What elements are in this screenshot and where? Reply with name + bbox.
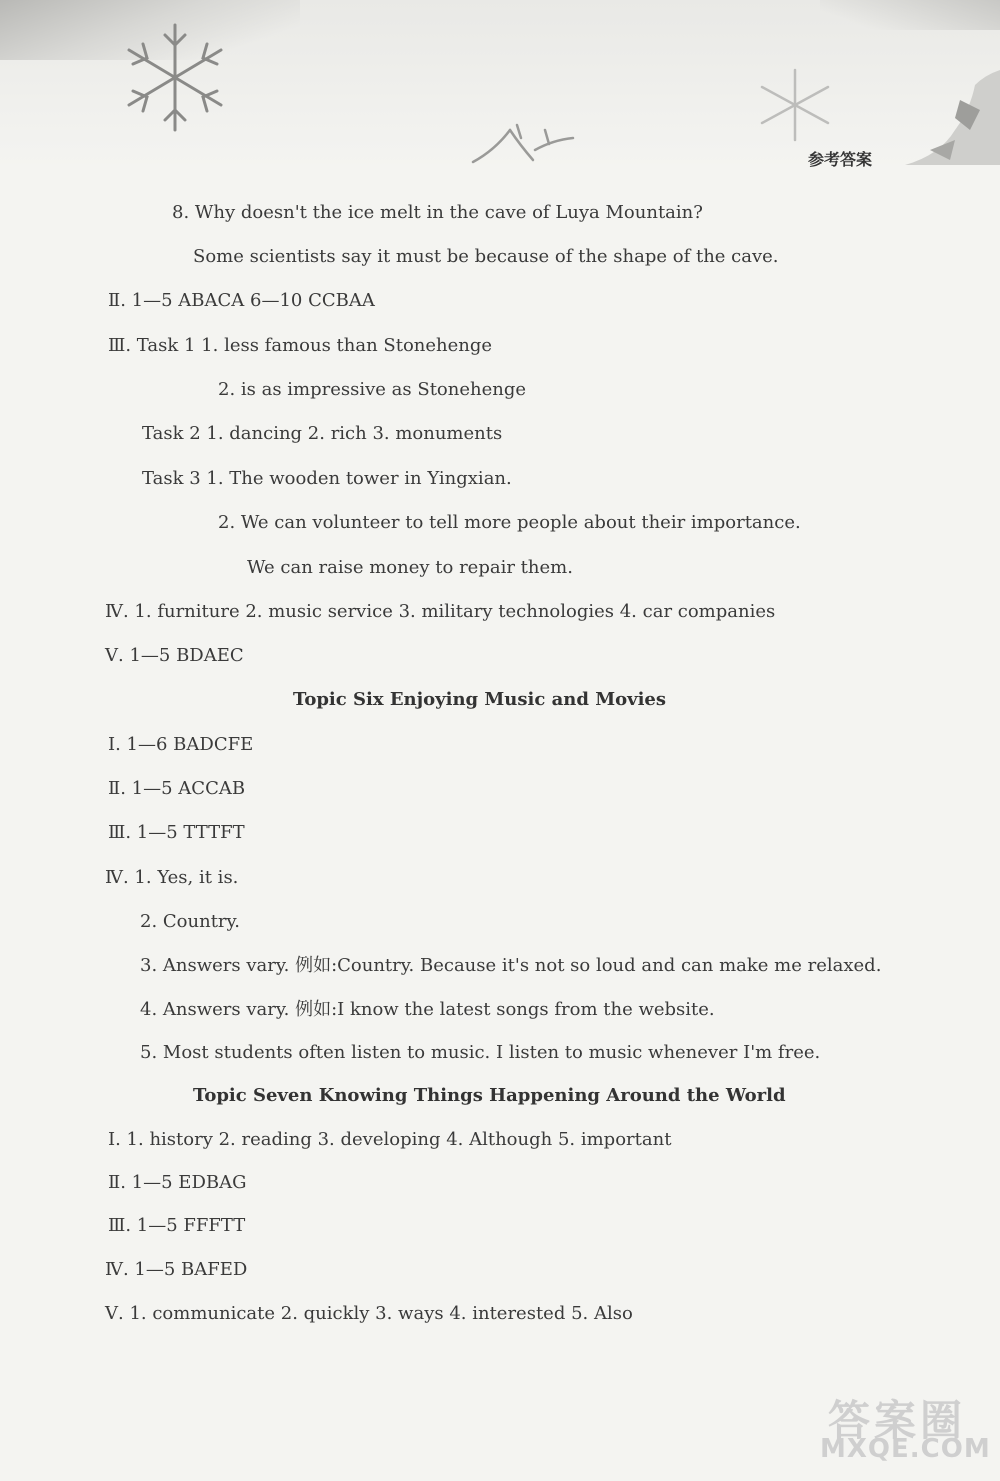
- answer-line-2: Some scientists say it must be because of the shape of the cave.: [193, 246, 779, 267]
- answer-line-10: Ⅳ. 1. furniture 2. music service 3. military technologies 4. car companies: [105, 601, 776, 622]
- answer-line-5: 2. is as impressive as Stonehenge: [218, 379, 527, 400]
- answer-line-13: Ⅱ. 1—5 ACCAB: [108, 778, 246, 799]
- answer-line-18: 4. Answers vary. 例如:I know the latest songs from the website.: [140, 999, 715, 1020]
- topic-seven-heading: Topic Seven Knowing Things Happening Around the World: [193, 1085, 786, 1106]
- topic-six-heading: Topic Six Enjoying Music and Movies: [293, 689, 667, 710]
- answer-line-24: Ⅴ. 1. communicate 2. quickly 3. ways 4. interested 5. Also: [105, 1303, 633, 1324]
- header-swoosh-right: [820, 0, 1000, 30]
- corner-ornament: [900, 70, 1000, 170]
- answer-line-9: We can raise money to repair them.: [247, 557, 573, 578]
- answer-line-21: Ⅱ. 1—5 EDBAG: [108, 1172, 247, 1193]
- answer-line-16: 2. Country.: [140, 911, 241, 932]
- answer-line-20: Ⅰ. 1. history 2. reading 3. developing 4. Although 5. important: [108, 1129, 672, 1150]
- snowflake-icon: [115, 20, 235, 135]
- answer-line-6: Task 2 1. dancing 2. rich 3. monuments: [142, 423, 503, 444]
- answer-line-7: Task 3 1. The wooden tower in Yingxian.: [142, 468, 512, 489]
- answer-line-15: Ⅳ. 1. Yes, it is.: [105, 867, 239, 888]
- answer-line-23: Ⅳ. 1—5 BAFED: [105, 1259, 248, 1280]
- answer-line-11: Ⅴ. 1—5 BDAEC: [105, 645, 244, 666]
- answer-line-17: 3. Answers vary. 例如:Country. Because it's not so loud and can make me relaxed.: [140, 955, 882, 976]
- watermark: [820, 1388, 990, 1470]
- answer-line-19: 5. Most students often listen to music. I listen to music whenever I'm free.: [140, 1042, 821, 1063]
- answer-line-3: Ⅱ. 1—5 ABACA 6—10 CCBAA: [108, 290, 375, 311]
- sprig-icon: [465, 120, 580, 168]
- answer-line-22: Ⅲ. 1—5 FFFTT: [108, 1215, 246, 1236]
- watermark-bottom: MXQE.COM: [820, 1434, 991, 1464]
- answer-line-8: 2. We can volunteer to tell more people about their importance.: [218, 512, 801, 533]
- watermark-top: 答案圈: [828, 1396, 967, 1445]
- small-snowflake-icon: [750, 65, 840, 145]
- header-band: [0, 0, 1000, 170]
- answer-line-1: 8. Why doesn't the ice melt in the cave of Luya Mountain?: [172, 202, 703, 223]
- header-label: 参考答案: [808, 150, 873, 169]
- answer-line-4: Ⅲ. Task 1 1. less famous than Stonehenge: [108, 335, 493, 356]
- answer-line-12: Ⅰ. 1—6 BADCFE: [108, 734, 254, 755]
- answer-line-14: Ⅲ. 1—5 TTTFT: [108, 822, 245, 843]
